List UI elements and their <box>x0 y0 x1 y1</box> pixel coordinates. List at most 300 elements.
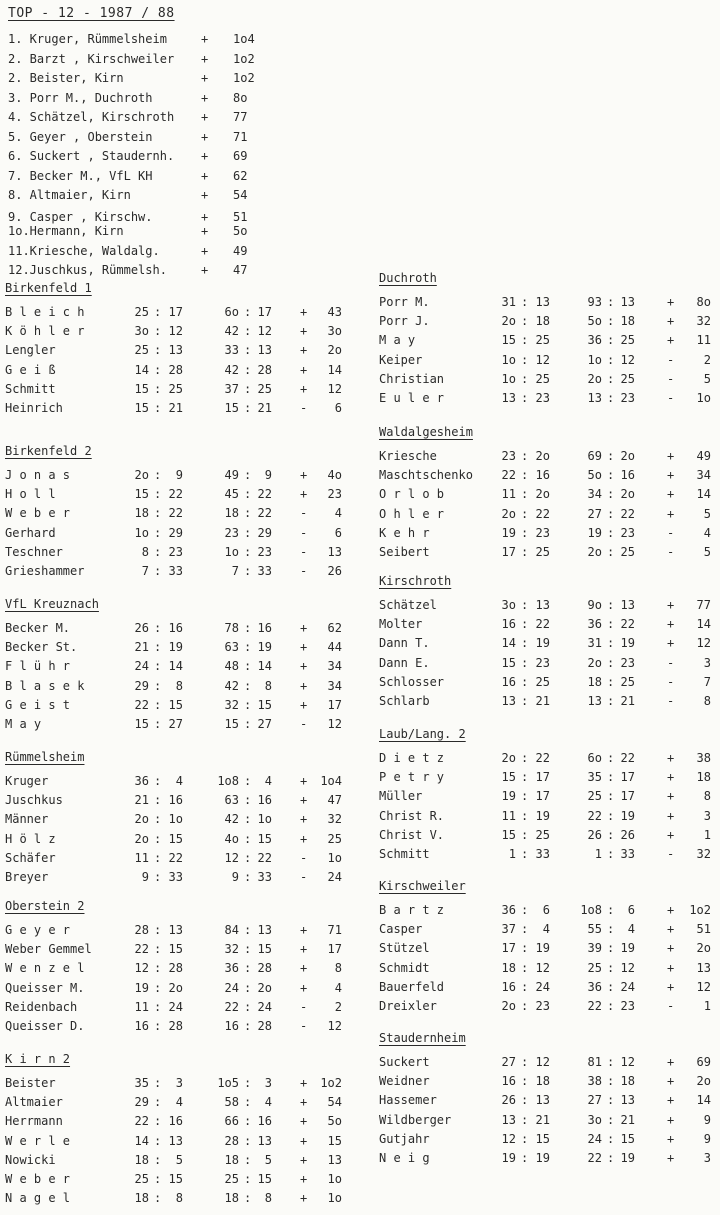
total-won: 24 <box>587 1131 602 1146</box>
ranking-points: 1o2 <box>233 51 255 66</box>
score-colon: : <box>154 343 162 358</box>
score-lost: 15 <box>168 697 183 712</box>
player-row <box>379 389 719 408</box>
score-lost: 19 <box>535 636 550 651</box>
player-name: Heinrich <box>5 400 63 415</box>
points-value: 32 <box>696 846 711 861</box>
total-colon: : <box>607 617 615 632</box>
total-lost: 19 <box>620 1150 635 1165</box>
score-won: 23 <box>501 449 516 463</box>
score-colon: : <box>154 525 162 540</box>
total-lost: 12 <box>620 960 635 975</box>
total-won: 13 <box>587 693 602 708</box>
total-won: 36 <box>587 979 602 994</box>
player-name: Dann E. <box>379 655 430 670</box>
score-colon: : <box>154 716 162 731</box>
top-list-item <box>8 167 308 187</box>
player-row <box>5 715 350 734</box>
total-colon: : <box>607 544 615 559</box>
score-colon: : <box>521 903 529 917</box>
player-name: Hassemer <box>379 1093 437 1108</box>
total-lost: 23 <box>620 655 635 670</box>
total-lost: 25 <box>620 333 635 348</box>
score-lost: 23 <box>168 544 183 559</box>
player-name: Becker St. <box>5 640 78 655</box>
total-won: 19 <box>587 525 602 540</box>
total-colon: : <box>607 449 615 463</box>
points-sign: - <box>300 716 308 731</box>
ranking-sign: + <box>201 51 209 66</box>
score-won: 16 <box>134 1018 149 1033</box>
total-won: 6o <box>224 305 239 319</box>
score-lost: 24 <box>168 999 183 1014</box>
player-row <box>379 826 719 845</box>
player-name: Queisser M. <box>5 980 85 995</box>
total-lost: 25 <box>257 381 272 396</box>
player-name: Keiper <box>379 352 423 367</box>
player-row <box>379 634 719 653</box>
points-sign: + <box>667 922 675 937</box>
total-colon: : <box>244 305 252 319</box>
score-won: 36 <box>501 903 516 917</box>
ranking-points: 5o <box>233 223 248 238</box>
top-list-item <box>8 224 308 238</box>
team-table <box>5 280 350 418</box>
score-lost: 15 <box>168 831 183 846</box>
player-name: Dreixler <box>379 998 437 1013</box>
player-row <box>5 543 350 562</box>
total-won: 81 <box>587 1055 602 1069</box>
points-sign: + <box>667 333 675 348</box>
points-sign: + <box>300 793 308 808</box>
ranking-sign: + <box>201 71 209 85</box>
score-colon: : <box>154 678 162 693</box>
total-lost: 21 <box>620 693 635 708</box>
total-colon: : <box>244 697 252 712</box>
score-won: 36 <box>134 774 149 788</box>
points-sign: + <box>667 1131 675 1146</box>
score-won: 24 <box>134 659 149 674</box>
total-lost: 12 <box>620 352 635 367</box>
total-won: 2o <box>587 655 602 670</box>
team-title: K i r n 2 <box>5 1052 71 1066</box>
ranking-sign: + <box>201 223 209 238</box>
total-colon: : <box>244 1133 252 1148</box>
total-colon: : <box>244 923 252 937</box>
points-value: 1 <box>703 998 711 1013</box>
total-won: 22 <box>224 999 239 1014</box>
total-lost: 9 <box>264 468 272 482</box>
total-lost: 15 <box>620 1131 635 1146</box>
score-lost: 9 <box>175 468 183 482</box>
player-name: Bauerfeld <box>379 979 445 994</box>
team-table <box>5 443 350 581</box>
top-list-item <box>8 89 308 109</box>
score-lost: 18 <box>535 314 550 329</box>
score-colon: : <box>154 305 162 319</box>
player-name: W e n z e l <box>5 961 85 976</box>
total-lost: 3 <box>264 1076 272 1090</box>
total-lost: 5 <box>264 1152 272 1167</box>
score-won: 29 <box>134 1095 149 1110</box>
points-sign: - <box>667 655 675 670</box>
score-lost: 1o <box>168 812 183 827</box>
score-colon: : <box>521 544 529 559</box>
player-row <box>5 380 350 399</box>
score-won: 2o <box>134 831 149 846</box>
player-name: Breyer <box>5 869 49 884</box>
player-row <box>379 978 719 997</box>
score-colon: : <box>154 487 162 502</box>
total-colon: : <box>607 525 615 540</box>
score-colon: : <box>154 1191 162 1206</box>
score-won: 16 <box>501 617 516 632</box>
score-lost: 17 <box>535 770 550 785</box>
total-lost: 14 <box>257 659 272 674</box>
score-colon: : <box>521 655 529 670</box>
total-lost: 25 <box>620 674 635 689</box>
points-sign: + <box>300 640 308 655</box>
total-colon: : <box>607 487 615 502</box>
total-colon: : <box>607 998 615 1013</box>
points-value: 47 <box>327 793 342 808</box>
points-value: 1o2 <box>320 1076 342 1090</box>
score-colon: : <box>521 636 529 651</box>
score-lost: 29 <box>168 525 183 540</box>
ranking-sign: + <box>201 110 209 124</box>
score-colon: : <box>154 850 162 865</box>
score-colon: : <box>521 827 529 842</box>
score-colon: : <box>521 770 529 785</box>
points-sign: + <box>300 1133 308 1148</box>
player-name: O h l e r <box>379 506 445 521</box>
player-row <box>5 1017 350 1036</box>
points-sign: - <box>667 846 675 861</box>
player-row <box>5 657 350 676</box>
total-won: 6o <box>587 751 602 765</box>
total-lost: 18 <box>620 1074 635 1089</box>
points-value: 51 <box>696 922 711 937</box>
total-won: 36 <box>224 961 239 976</box>
total-lost: 12 <box>257 324 272 339</box>
total-lost: 26 <box>620 827 635 842</box>
score-won: 17 <box>501 941 516 956</box>
total-won: 42 <box>224 362 239 377</box>
score-won: 12 <box>501 1131 516 1146</box>
total-lost: 2o <box>620 487 635 502</box>
points-sign: + <box>300 1095 308 1110</box>
player-row <box>379 447 719 466</box>
total-won: 5o <box>587 314 602 329</box>
total-won: 1o8 <box>217 774 239 788</box>
score-lost: 2o <box>168 980 183 995</box>
ranking-name: 3. Porr M., Duchroth <box>8 90 153 105</box>
points-sign: + <box>667 770 675 785</box>
points-sign: + <box>300 831 308 846</box>
player-name: Schmitt <box>379 846 430 861</box>
total-colon: : <box>244 1191 252 1206</box>
total-won: 33 <box>224 343 239 358</box>
points-sign: - <box>300 999 308 1014</box>
total-won: 63 <box>224 793 239 808</box>
score-lost: 22 <box>535 751 550 765</box>
total-won: 1o5 <box>217 1076 239 1090</box>
player-row <box>379 1111 719 1130</box>
top-list-item <box>8 108 308 128</box>
score-lost: 23 <box>535 390 550 405</box>
page-title: TOP - 12 - 1987 / 88 <box>8 6 175 21</box>
player-name: Gerhard <box>5 525 56 540</box>
team-table <box>379 424 719 562</box>
total-colon: : <box>244 1076 252 1090</box>
score-colon: : <box>521 751 529 765</box>
total-won: 25 <box>224 1171 239 1186</box>
score-won: 15 <box>501 655 516 670</box>
total-lost: 24 <box>257 999 272 1014</box>
score-won: 14 <box>134 362 149 377</box>
points-value: 7 <box>703 674 711 689</box>
points-value: 71 <box>327 923 342 937</box>
points-sign: + <box>667 941 675 956</box>
total-colon: : <box>244 1171 252 1186</box>
points-value: 5 <box>703 371 711 386</box>
player-name: Molter <box>379 617 423 632</box>
points-sign: - <box>300 506 308 521</box>
player-row <box>5 1112 350 1131</box>
total-colon: : <box>244 812 252 827</box>
score-colon: : <box>521 352 529 367</box>
score-won: 11 <box>501 808 516 823</box>
points-sign: + <box>300 621 308 635</box>
score-won: 31 <box>501 295 516 309</box>
player-name: Stützel <box>379 941 430 956</box>
score-colon: : <box>154 961 162 976</box>
total-lost: 15 <box>257 942 272 957</box>
total-colon: : <box>607 598 615 612</box>
player-row <box>5 959 350 978</box>
player-row <box>379 1130 719 1149</box>
points-value: 13 <box>327 544 342 559</box>
ranking-name: 6. Suckert , Staudernh. <box>8 149 175 163</box>
points-value: 77 <box>696 598 711 612</box>
total-colon: : <box>607 674 615 689</box>
team-table <box>379 726 719 864</box>
points-sign: - <box>667 693 675 708</box>
score-colon: : <box>521 808 529 823</box>
team-table <box>379 1030 719 1168</box>
score-won: 11 <box>501 487 516 502</box>
total-lost: 18 <box>620 314 635 329</box>
score-lost: 25 <box>535 333 550 348</box>
total-lost: 16 <box>257 793 272 808</box>
player-row <box>5 677 350 696</box>
points-sign: + <box>667 598 675 612</box>
points-value: 11 <box>696 333 711 348</box>
player-row <box>379 293 719 312</box>
score-lost: 25 <box>168 381 183 396</box>
total-won: 42 <box>224 812 239 827</box>
player-name: Gutjahr <box>379 1131 430 1146</box>
total-won: 31 <box>587 636 602 651</box>
ranking-sign: + <box>201 90 209 105</box>
score-colon: : <box>154 1133 162 1148</box>
score-lost: 21 <box>535 1112 550 1127</box>
total-lost: 17 <box>620 789 635 804</box>
score-won: 19 <box>501 525 516 540</box>
total-won: 9o <box>587 598 602 612</box>
score-won: 29 <box>134 678 149 693</box>
score-colon: : <box>154 362 162 377</box>
total-won: 69 <box>587 449 602 463</box>
score-colon: : <box>154 468 162 482</box>
points-sign: + <box>667 827 675 842</box>
total-colon: : <box>244 942 252 957</box>
points-value: 8 <box>703 693 711 708</box>
score-colon: : <box>521 449 529 463</box>
points-sign: + <box>667 1074 675 1089</box>
points-value: 8 <box>703 789 711 804</box>
player-name: Christ V. <box>379 827 445 842</box>
score-won: 3o <box>501 598 516 612</box>
total-colon: : <box>244 525 252 540</box>
total-colon: : <box>244 659 252 674</box>
player-name: Suckert <box>379 1055 430 1069</box>
score-colon: : <box>154 506 162 521</box>
score-won: 21 <box>134 793 149 808</box>
ranking-name: 9. Casper , Kirschw. <box>8 209 153 224</box>
score-won: 1o <box>134 525 149 540</box>
points-sign: + <box>667 487 675 502</box>
player-name: Schäfer <box>5 850 56 865</box>
total-colon: : <box>607 371 615 386</box>
score-colon: : <box>154 1152 162 1167</box>
points-sign: + <box>667 960 675 975</box>
team-table <box>379 573 719 711</box>
total-won: 37 <box>224 381 239 396</box>
player-row <box>379 370 719 389</box>
score-colon: : <box>154 324 162 339</box>
total-won: 5o <box>587 468 602 483</box>
player-name: K ö h l e r <box>5 324 85 339</box>
total-won: 27 <box>587 506 602 521</box>
points-sign: - <box>300 544 308 559</box>
points-sign: + <box>667 468 675 483</box>
total-lost: 19 <box>257 640 272 655</box>
player-row <box>5 810 350 829</box>
total-won: 63 <box>224 640 239 655</box>
total-lost: 13 <box>257 343 272 358</box>
player-row <box>379 1072 719 1091</box>
player-name: Christian <box>379 371 445 386</box>
points-sign: + <box>300 381 308 396</box>
score-lost: 19 <box>535 941 550 956</box>
team-table <box>5 898 350 1036</box>
points-value: 1o2 <box>689 903 711 917</box>
player-row <box>5 341 350 360</box>
total-won: 48 <box>224 659 239 674</box>
points-sign: - <box>667 525 675 540</box>
points-value: 43 <box>327 305 342 319</box>
player-row <box>5 940 350 959</box>
total-won: 18 <box>224 1152 239 1167</box>
player-name: Schlosser <box>379 674 445 689</box>
top-list-item <box>8 147 308 167</box>
total-won: 78 <box>224 621 239 635</box>
total-won: 27 <box>587 1093 602 1108</box>
total-won: 35 <box>587 770 602 785</box>
player-name: Porr J. <box>379 314 430 329</box>
ranking-sign: + <box>201 149 209 163</box>
points-value: 8o <box>696 295 711 309</box>
score-lost: 13 <box>168 343 183 358</box>
team-title: Staudernheim <box>379 1031 466 1045</box>
total-won: 15 <box>224 716 239 731</box>
points-value: 32 <box>327 812 342 827</box>
score-won: 15 <box>501 827 516 842</box>
player-row <box>379 615 719 634</box>
points-value: 2o <box>696 941 711 956</box>
total-colon: : <box>244 487 252 502</box>
team-title: Kirschroth <box>379 574 452 588</box>
score-colon: : <box>154 831 162 846</box>
score-colon: : <box>521 941 529 956</box>
points-sign: + <box>300 659 308 674</box>
ranking-name: 5. Geyer , Oberstein <box>8 129 153 144</box>
points-sign: + <box>300 942 308 957</box>
total-lost: 23 <box>620 390 635 405</box>
total-colon: : <box>607 693 615 708</box>
points-sign: - <box>300 400 308 415</box>
total-lost: 28 <box>257 362 272 377</box>
total-won: 1 <box>594 846 602 861</box>
total-won: 22 <box>587 808 602 823</box>
total-lost: 24 <box>620 979 635 994</box>
score-colon: : <box>521 487 529 502</box>
ranking-name: 2. Beister, Kirn <box>8 71 124 85</box>
player-name: Weber Gemmel <box>5 942 92 957</box>
player-name: Schmidt <box>379 960 430 975</box>
score-colon: : <box>154 923 162 937</box>
player-name: H ö l z <box>5 831 56 846</box>
score-lost: 12 <box>168 324 183 339</box>
score-colon: : <box>154 640 162 655</box>
total-lost: 4 <box>264 774 272 788</box>
total-colon: : <box>244 468 252 482</box>
total-lost: 19 <box>620 941 635 956</box>
points-value: 3o <box>327 324 342 339</box>
total-won: 13 <box>587 390 602 405</box>
points-value: 3 <box>703 655 711 670</box>
total-won: 9 <box>231 869 239 884</box>
player-row <box>5 1132 350 1151</box>
team-title: Rümmelsheim <box>5 750 85 764</box>
total-lost: 2o <box>257 980 272 995</box>
top-list-item <box>8 186 308 206</box>
points-value: 2o <box>327 343 342 358</box>
points-sign: + <box>300 468 308 482</box>
player-name: B l a s e k <box>5 678 85 693</box>
points-sign: + <box>667 506 675 521</box>
total-lost: 13 <box>257 923 272 937</box>
score-won: 19 <box>501 1150 516 1165</box>
score-won: 37 <box>501 922 516 937</box>
total-colon: : <box>244 324 252 339</box>
score-lost: 33 <box>535 846 550 861</box>
score-colon: : <box>154 999 162 1014</box>
score-won: 14 <box>501 636 516 651</box>
score-colon: : <box>521 371 529 386</box>
score-won: 2o <box>134 468 149 482</box>
